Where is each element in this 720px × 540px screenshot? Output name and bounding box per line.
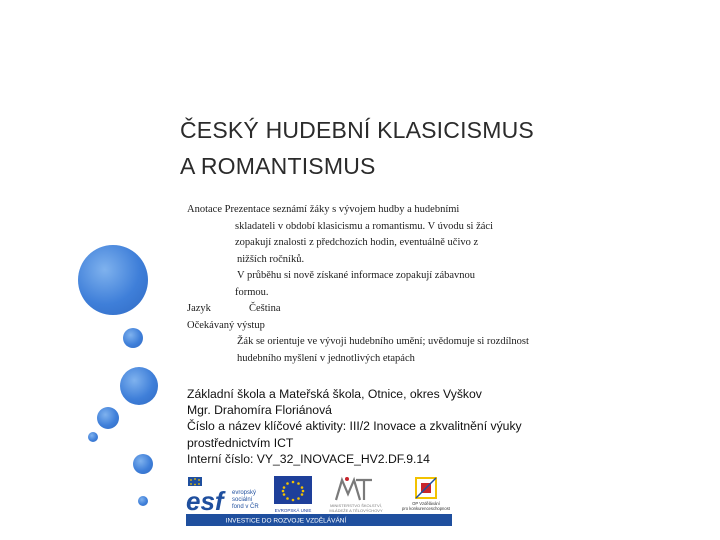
op-text-1: OP Vzdělávání	[412, 501, 440, 506]
annotation-line: Prezentace seznámí žáky s vývojem hudby a hudebními	[224, 204, 460, 215]
annotation-line: skladateli v období klasicismu a romantismu. V úvodu si žáci	[235, 220, 493, 232]
esf-text-3: fond v ČR	[232, 504, 259, 510]
decor-circle-small	[97, 407, 119, 429]
esf-mark: esf	[186, 486, 224, 514]
esf-text-2: sociální	[232, 497, 253, 503]
outcome-label: Očekávaný výstup	[187, 319, 265, 331]
school-info	[187, 386, 637, 467]
language-row	[187, 301, 607, 318]
activity-line-cont: prostřednictvím ICT	[187, 435, 294, 450]
title-line-2: A ROMANTISMUS	[180, 153, 376, 179]
outcome-line: hudebního myšlení v jednotlivých etapách	[237, 352, 415, 364]
decor-circle-small	[133, 454, 153, 474]
decor-circle-tiny	[88, 432, 98, 442]
annotation-line: nižších ročníků.	[237, 253, 305, 265]
language-value: Čeština	[249, 303, 281, 314]
annotation-line: zopakují znalosti z předchozích hodin, eventuálně učivo z	[235, 237, 479, 248]
msmt-logo	[326, 474, 386, 514]
slide-title	[180, 112, 680, 184]
title-line-1: ČESKÝ HUDEBNÍ KLASICISMUS	[180, 117, 534, 143]
decor-circle-large	[78, 245, 148, 315]
decor-circle-small	[123, 328, 143, 348]
outcome-line: Žák se orientuje ve vývoji hudebního umění; uvědomuje si rozdílnost	[237, 336, 529, 347]
annotation-label: Anotace	[187, 204, 222, 215]
school-name: Základní škola a Mateřská škola, Otnice, okres Vyškov	[187, 387, 482, 401]
msmt-text-1: MINISTERSTVO ŠKOLSTVÍ,	[330, 503, 382, 508]
decor-circle-tiny	[138, 496, 148, 506]
decor-circle-medium	[120, 367, 158, 405]
activity-line: Číslo a název klíčové aktivity: III/2 Inovace a zkvalitnění výuky	[187, 419, 522, 434]
eu-flag-logo	[271, 474, 315, 514]
op-logo	[402, 474, 452, 514]
esf-text-1: evropský	[232, 490, 257, 496]
author-name: Mgr. Drahomíra Floriánová	[187, 403, 332, 418]
investment-bar	[186, 514, 452, 526]
annotation-line: V průběhu si nově získané informace zopakují zábavnou	[237, 270, 476, 281]
annotation-row	[187, 202, 607, 219]
investment-bar-text: INVESTICE DO ROZVOJE VZDĚLÁVÁNÍ	[225, 517, 347, 525]
msmt-text-2: MLÁDEŽE A TĚLOVÝCHOVY	[329, 508, 383, 513]
annotation-block	[187, 202, 607, 367]
funding-logos-bar	[186, 474, 452, 526]
esf-logo	[186, 474, 268, 514]
language-label: Jazyk	[187, 303, 211, 314]
op-text-2: pro konkurenceschopnost	[402, 506, 450, 511]
eu-text: EVROPSKÁ UNIE	[274, 508, 312, 513]
internal-number: Interní číslo: VY_32_INOVACE_HV2.DF.9.14	[187, 451, 430, 466]
annotation-line: formou.	[235, 286, 269, 298]
